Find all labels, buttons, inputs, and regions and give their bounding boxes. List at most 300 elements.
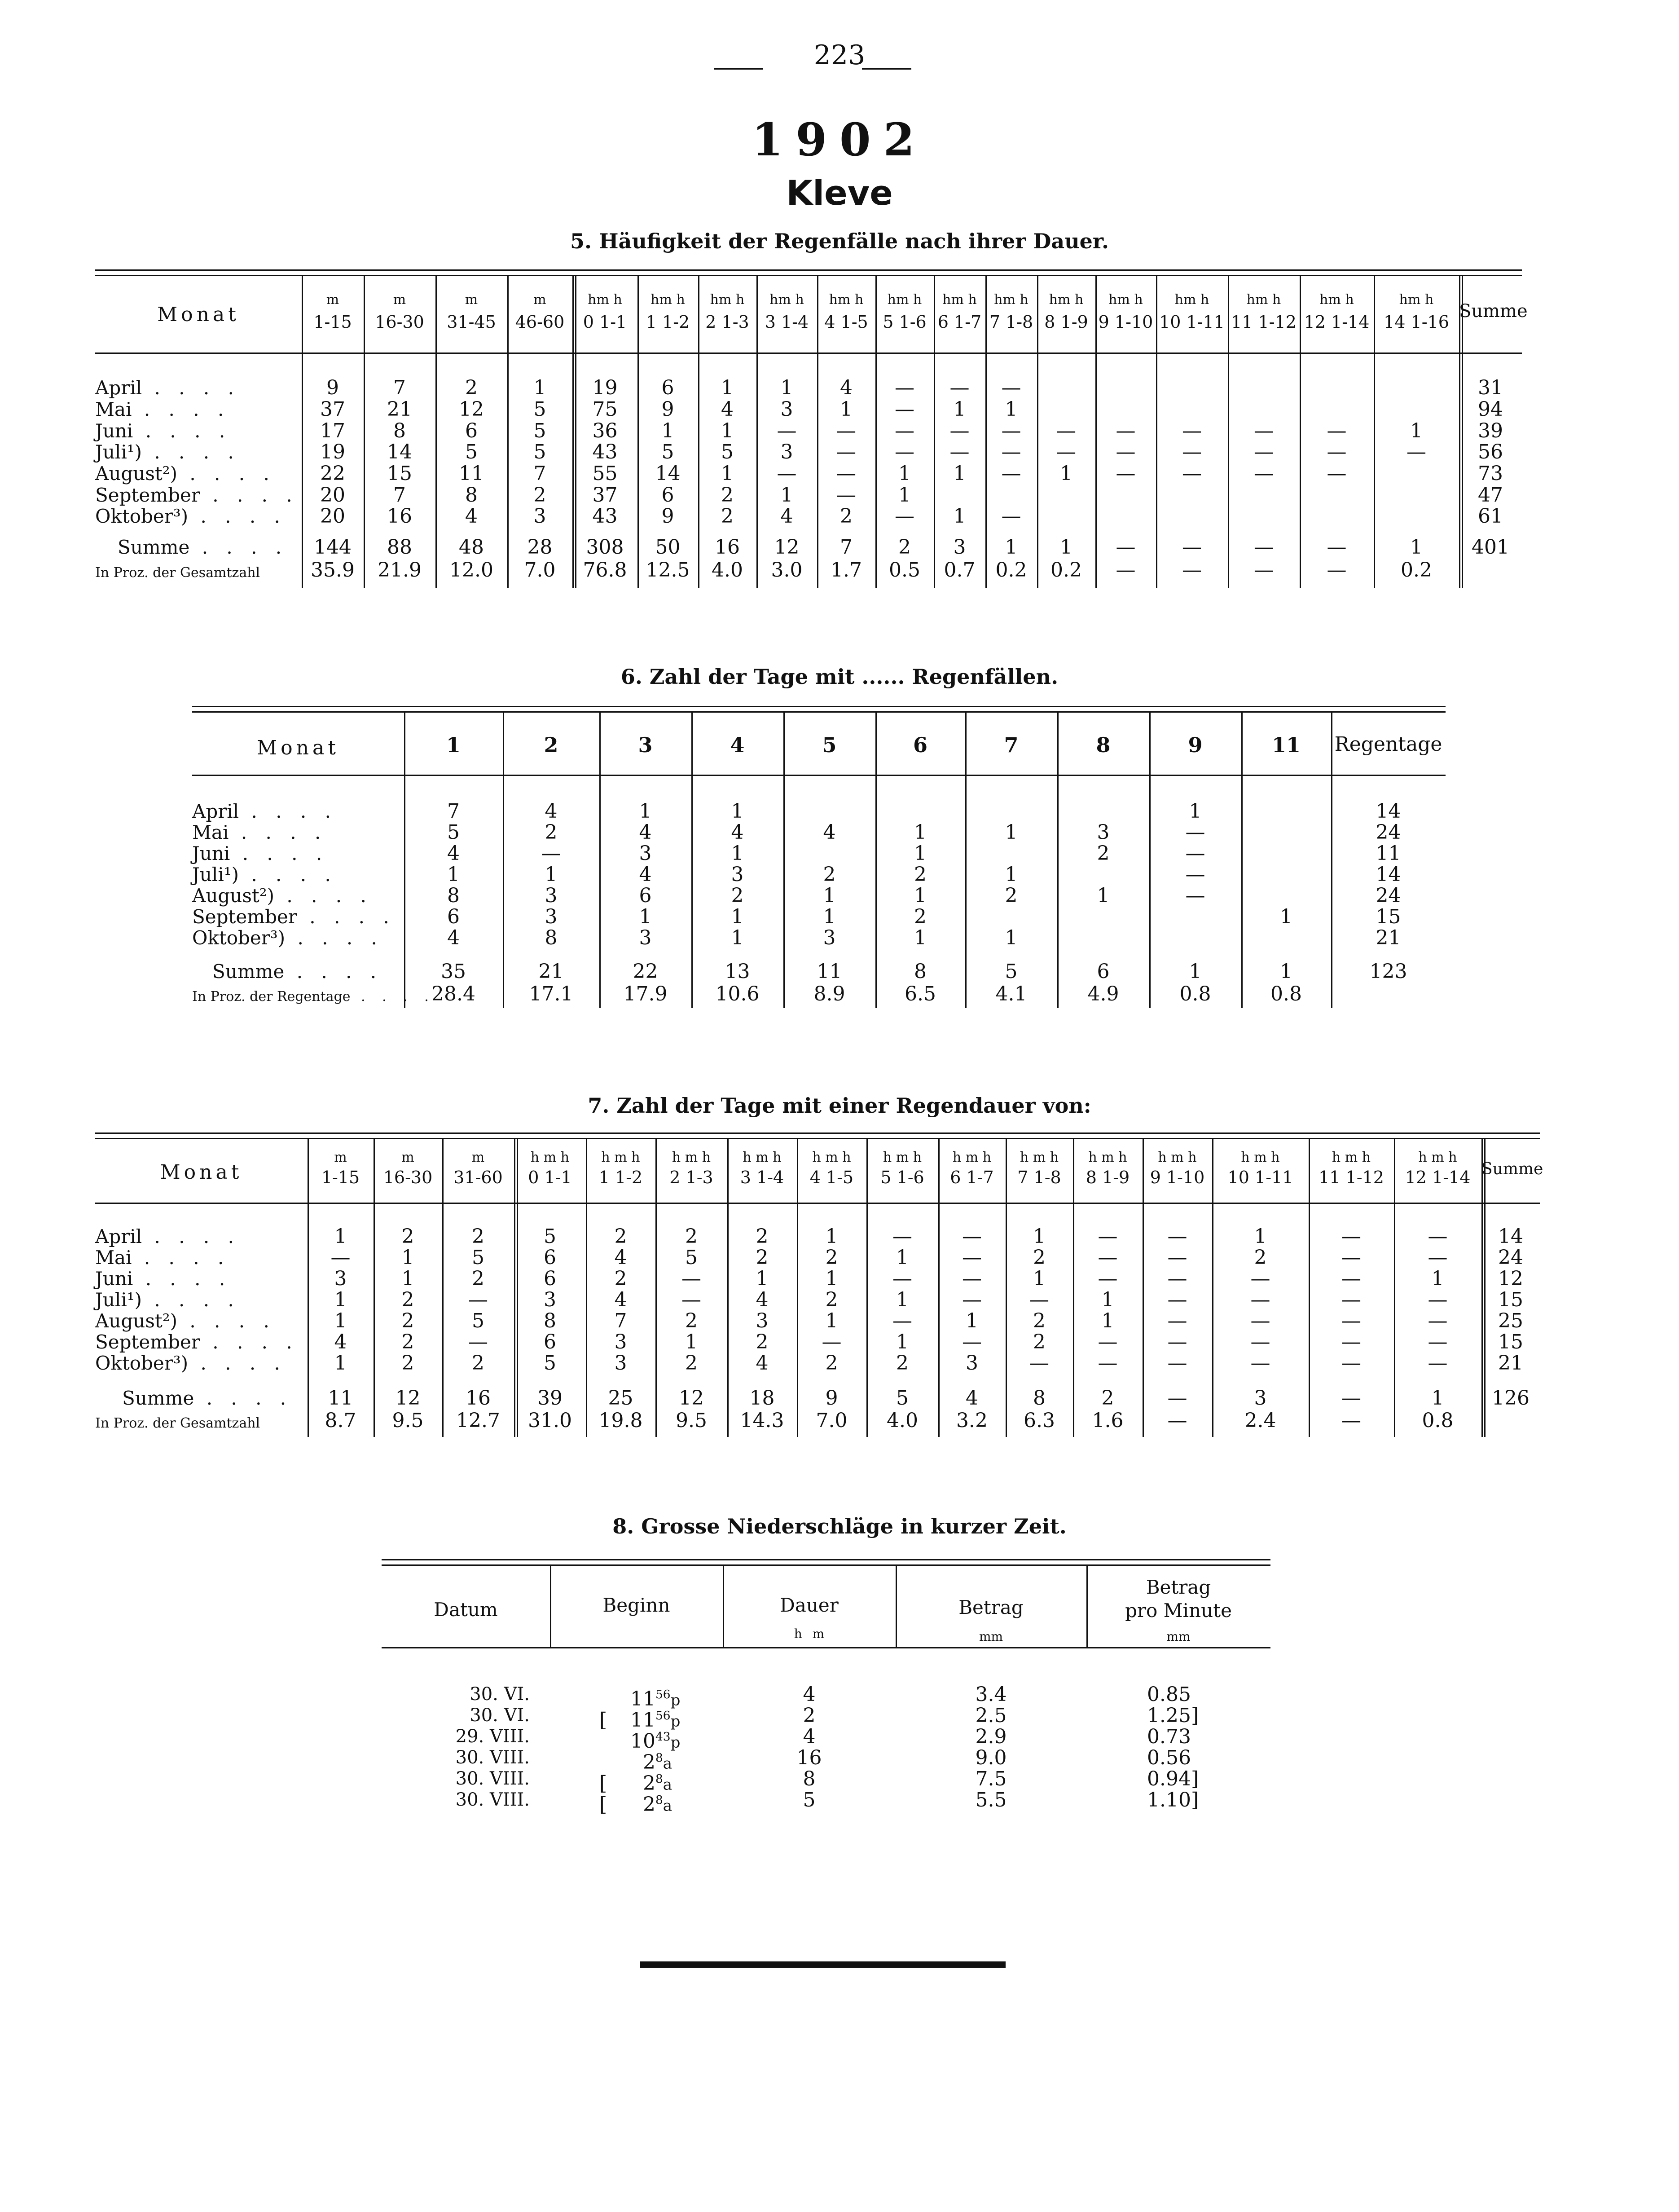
t5-cell: — bbox=[1182, 419, 1202, 442]
t5-row-sum: 94 bbox=[1478, 398, 1503, 421]
t7-col-unit: m bbox=[471, 1150, 485, 1165]
table7-title: 7. Zahl der Tage mit einer Regendauer von: bbox=[588, 1093, 1091, 1118]
t6-cell: 3 bbox=[639, 926, 652, 949]
t5-col-unit: hm h bbox=[1319, 292, 1354, 308]
t6-top-rule-1 bbox=[192, 706, 1446, 707]
t5-col-unit: hm h bbox=[1246, 292, 1281, 308]
t5-summe-cell: 308 bbox=[586, 536, 624, 559]
t5-col-range: 2 1-3 bbox=[705, 312, 749, 332]
t7-row-label-text: Juni bbox=[95, 1268, 133, 1290]
t5-col-range: 31-45 bbox=[447, 312, 496, 332]
t7-cell: — bbox=[1428, 1288, 1448, 1311]
t5-col-unit: m bbox=[393, 292, 406, 308]
t7-row-label-dots: . . . . bbox=[188, 1352, 286, 1374]
t5-cell: 1 bbox=[1005, 398, 1018, 421]
t7-cell: — bbox=[892, 1225, 912, 1248]
t6-cell: 1 bbox=[1280, 905, 1292, 928]
t7-summe-cell: 2 bbox=[1101, 1387, 1114, 1410]
t5-row-label-dots: . . . . bbox=[200, 484, 299, 506]
t5-row-label bbox=[95, 463, 288, 484]
t7-col-range: 4 1-5 bbox=[809, 1168, 854, 1187]
t8-beginn-hour: 11 bbox=[630, 1687, 655, 1710]
t5-cell: — bbox=[1182, 462, 1202, 485]
t5-proz-cell: — bbox=[1116, 559, 1136, 582]
t5-cell: 1 bbox=[721, 376, 734, 399]
t7-cell: 3 bbox=[544, 1288, 556, 1311]
t5-col-range: 5 1-6 bbox=[883, 312, 927, 332]
t5-summe-cell: 48 bbox=[459, 536, 484, 559]
t6-cell: 4 bbox=[447, 926, 460, 949]
t6-cell: 3 bbox=[731, 863, 744, 886]
t7-cell: — bbox=[962, 1288, 982, 1311]
t5-cell: 55 bbox=[592, 462, 618, 485]
t8-datum: 30. VI. bbox=[470, 1705, 530, 1726]
t7-proz-cell: 31.0 bbox=[528, 1409, 572, 1432]
t7-cell: — bbox=[962, 1225, 982, 1248]
t6-summe-sum: 123 bbox=[1369, 960, 1407, 983]
t5-row-label bbox=[95, 506, 288, 527]
t5-row-label-text: April bbox=[95, 377, 142, 399]
t5-cell: — bbox=[1182, 441, 1202, 463]
t6-row-label bbox=[192, 801, 391, 822]
t7-cell: 2 bbox=[401, 1352, 414, 1375]
t5-cell: — bbox=[1116, 441, 1136, 463]
t5-cell: 1 bbox=[1410, 419, 1423, 442]
t7-row-label-dots: . . . . bbox=[142, 1225, 240, 1247]
t8-beginn-bracket: [ bbox=[599, 1771, 607, 1795]
t5-cell: 43 bbox=[592, 505, 618, 528]
t5-col-unit: hm h bbox=[1108, 292, 1143, 308]
t8-pro-minute: 1.25] bbox=[1147, 1704, 1199, 1727]
t5-proz-cell: 0.2 bbox=[995, 559, 1027, 582]
t5-row-sum: 61 bbox=[1478, 505, 1503, 528]
t7-cell: 5 bbox=[472, 1246, 484, 1269]
t5-proz-cell: 3.0 bbox=[771, 559, 803, 582]
t7-summe-cell: 5 bbox=[896, 1387, 909, 1410]
t5-col-range: 6 1-7 bbox=[937, 312, 982, 332]
t8-header-betrag-unit: mm bbox=[979, 1629, 1003, 1644]
t7-proz-label: In Proz. der Gesamtzahl bbox=[95, 1415, 260, 1431]
t6-row-sum: 14 bbox=[1376, 863, 1401, 886]
t6-cell: 2 bbox=[1005, 884, 1018, 907]
t7-row-label-text: Mai bbox=[95, 1247, 132, 1269]
t5-proz-cell: — bbox=[1182, 559, 1202, 582]
t5-cell: 1 bbox=[953, 398, 966, 421]
t5-cell: — bbox=[836, 441, 856, 463]
t7-cell: 4 bbox=[614, 1288, 627, 1311]
t6-cell: 3 bbox=[545, 884, 558, 907]
t7-cell: — bbox=[1341, 1246, 1361, 1269]
t7-cell: — bbox=[1341, 1352, 1361, 1375]
t5-cell: 11 bbox=[459, 462, 484, 485]
t7-col-unit: h m h bbox=[1020, 1150, 1059, 1165]
t7-col-range: 12 1-14 bbox=[1405, 1168, 1471, 1187]
t6-summe-cell: 35 bbox=[441, 960, 466, 983]
t5-cell: 19 bbox=[320, 441, 345, 463]
t8-top-rule-2 bbox=[382, 1564, 1270, 1566]
t5-summe-cell: 1 bbox=[1005, 536, 1018, 559]
t7-col-range: 31-60 bbox=[453, 1168, 503, 1187]
t6-summe-cell: 1 bbox=[1280, 960, 1292, 983]
t7-summe-cell: — bbox=[1167, 1387, 1187, 1410]
year-heading: 1902 bbox=[752, 113, 927, 166]
t5-proz-cell: 12.0 bbox=[449, 559, 493, 582]
t7-row-sum: 21 bbox=[1498, 1352, 1523, 1375]
t7-row-label bbox=[95, 1247, 294, 1268]
t5-cell: 9 bbox=[661, 398, 674, 421]
t6-proz-cell: 17.9 bbox=[623, 983, 668, 1005]
t5-cell: 1 bbox=[898, 484, 911, 507]
t8-dauer: 8 bbox=[803, 1767, 816, 1790]
t5-col-range: 7 1-8 bbox=[989, 312, 1033, 332]
t7-col-range: 2 1-3 bbox=[669, 1168, 713, 1187]
t8-datum: 29. VIII. bbox=[455, 1726, 530, 1747]
t5-cell: 2 bbox=[721, 484, 734, 507]
t7-col-range: 7 1-8 bbox=[1017, 1168, 1061, 1187]
t7-col-unit: h m h bbox=[952, 1150, 992, 1165]
t7-cell: 2 bbox=[756, 1225, 769, 1248]
t5-col-unit: hm h bbox=[769, 292, 804, 308]
t7-proz-cell: 9.5 bbox=[676, 1409, 707, 1432]
t5-cell: — bbox=[1327, 419, 1347, 442]
t5-row-label bbox=[95, 399, 288, 420]
t6-row-label bbox=[192, 885, 391, 906]
t6-col-header: 8 bbox=[1096, 733, 1111, 757]
t8-beginn-hour: 11 bbox=[630, 1708, 655, 1732]
t7-cell: 3 bbox=[614, 1331, 627, 1353]
t7-col-unit: h m h bbox=[601, 1150, 640, 1165]
t7-month-header: Monat bbox=[160, 1161, 243, 1184]
t7-cell: 3 bbox=[966, 1352, 978, 1375]
t5-cell: — bbox=[1116, 462, 1136, 485]
t6-cell: 2 bbox=[545, 821, 558, 844]
t5-col-unit: hm h bbox=[994, 292, 1028, 308]
t5-proz-cell: 0.7 bbox=[944, 559, 976, 582]
t7-cell: 2 bbox=[825, 1246, 838, 1269]
t5-cell: 5 bbox=[533, 441, 546, 463]
t5-cell: 1 bbox=[780, 376, 793, 399]
t5-cell: — bbox=[1056, 419, 1076, 442]
t7-col-unit: h m h bbox=[1332, 1150, 1371, 1165]
t7-col-range: 6 1-7 bbox=[950, 1168, 994, 1187]
t5-cell: — bbox=[1001, 419, 1021, 442]
t7-col-unit: h m h bbox=[1418, 1150, 1457, 1165]
t7-cell: 3 bbox=[334, 1267, 347, 1290]
t5-summe-sum: 401 bbox=[1472, 536, 1509, 559]
t5-col-unit: hm h bbox=[1174, 292, 1209, 308]
t7-summe-cell: 12 bbox=[395, 1387, 421, 1410]
t7-cell: — bbox=[1341, 1225, 1361, 1248]
t5-cell: 6 bbox=[661, 376, 674, 399]
t7-row-sum: 15 bbox=[1498, 1288, 1523, 1311]
t5-cell: 5 bbox=[721, 441, 734, 463]
t8-dauer: 2 bbox=[803, 1704, 816, 1727]
t7-cell: — bbox=[1250, 1309, 1270, 1332]
t7-summe-label-dots: . . . . bbox=[194, 1387, 293, 1409]
t6-cell: 1 bbox=[914, 926, 927, 949]
t5-col-unit: m bbox=[326, 292, 339, 308]
t5-cell: — bbox=[1254, 441, 1274, 463]
t6-proz-cell: 10.6 bbox=[715, 983, 760, 1005]
t7-cell: 2 bbox=[472, 1267, 484, 1290]
t6-row-sum: 14 bbox=[1376, 800, 1401, 823]
t7-row-sum: 25 bbox=[1498, 1309, 1523, 1332]
t7-cell: 2 bbox=[401, 1309, 414, 1332]
t7-cell: 2 bbox=[401, 1225, 414, 1248]
t7-cell: — bbox=[1428, 1352, 1448, 1375]
t5-cell: 1 bbox=[780, 484, 793, 507]
t7-cell: 1 bbox=[966, 1309, 978, 1332]
t5-cell: 14 bbox=[387, 441, 412, 463]
t6-cell: 1 bbox=[447, 863, 460, 886]
t7-row-label-text: August²) bbox=[95, 1310, 177, 1332]
t5-cell: 19 bbox=[592, 376, 618, 399]
t6-cell: 2 bbox=[731, 884, 744, 907]
t8-beginn-hour: 2 bbox=[643, 1750, 655, 1774]
t6-proz-cell: 4.9 bbox=[1087, 983, 1119, 1005]
t5-row-label-dots: . . . . bbox=[142, 377, 240, 399]
t6-cell: 1 bbox=[1005, 821, 1018, 844]
t5-col-unit: hm h bbox=[829, 292, 864, 308]
t5-cell: 37 bbox=[320, 398, 345, 421]
t7-cell: — bbox=[1250, 1267, 1270, 1290]
t5-col-range: 9 1-10 bbox=[1098, 312, 1153, 332]
t5-cell: 17 bbox=[320, 419, 345, 442]
t5-cell: 20 bbox=[320, 505, 345, 528]
t5-cell: 2 bbox=[721, 505, 734, 528]
t8-pro-minute: 1.10] bbox=[1147, 1789, 1199, 1811]
t6-cell: 3 bbox=[639, 842, 652, 865]
t5-col-unit: hm h bbox=[651, 292, 685, 308]
t7-cell: — bbox=[892, 1267, 912, 1290]
t5-row-sum: 31 bbox=[1478, 376, 1503, 399]
t5-cell: 2 bbox=[840, 505, 853, 528]
t8-beginn-hour: 2 bbox=[643, 1771, 655, 1795]
t5-col-range: 11 1-12 bbox=[1231, 312, 1297, 332]
t6-row-label-dots: . . . . bbox=[297, 906, 396, 928]
t7-cell: — bbox=[1098, 1225, 1118, 1248]
t6-row-label-text: Oktober³) bbox=[192, 927, 286, 949]
t7-cell: 2 bbox=[756, 1331, 769, 1353]
t7-cell: 2 bbox=[685, 1352, 698, 1375]
t8-beginn-hour: 10 bbox=[630, 1729, 655, 1753]
t6-summe-label-text: Summe bbox=[212, 961, 285, 983]
t8-header-betrag: Betrag bbox=[958, 1596, 1024, 1618]
t5-cell: — bbox=[895, 441, 914, 463]
t5-summe-cell: 3 bbox=[953, 536, 966, 559]
t5-summe-cell: 1 bbox=[1060, 536, 1072, 559]
t7-proz-cell: 4.0 bbox=[887, 1409, 918, 1432]
t6-row-label-text: August²) bbox=[192, 885, 274, 907]
t6-summe-cell: 5 bbox=[1005, 960, 1018, 983]
t7-proz-cell: 2.4 bbox=[1244, 1409, 1276, 1432]
t6-proz-cell: 6.5 bbox=[905, 983, 936, 1005]
t5-col-unit: m bbox=[465, 292, 478, 308]
t7-proz-cell: 7.0 bbox=[816, 1409, 848, 1432]
t8-header-pro-minute-1: Betrag bbox=[1146, 1576, 1211, 1598]
table5-title: 5. Häufigkeit der Regenfälle nach ihrer Dauer. bbox=[570, 229, 1109, 253]
t7-cell: — bbox=[681, 1288, 701, 1311]
t7-cell: — bbox=[1167, 1288, 1187, 1311]
t7-cell: — bbox=[1428, 1331, 1448, 1353]
t5-col-range: 46-60 bbox=[515, 312, 565, 332]
t6-proz-cell: 0.8 bbox=[1179, 983, 1211, 1005]
t7-row-label-dots: . . . . bbox=[141, 1289, 240, 1311]
t8-betrag: 3.4 bbox=[975, 1683, 1007, 1706]
t7-cell: 2 bbox=[1254, 1246, 1267, 1269]
t5-cell: 1 bbox=[1060, 462, 1072, 485]
t6-summe-cell: 13 bbox=[725, 960, 750, 983]
t7-col-range: 3 1-4 bbox=[740, 1168, 784, 1187]
t7-col-range: 0 1-1 bbox=[528, 1168, 572, 1187]
t8-betrag: 2.5 bbox=[975, 1704, 1007, 1727]
t7-cell: 3 bbox=[614, 1352, 627, 1375]
t5-cell: — bbox=[895, 505, 914, 528]
t6-row-sum: 24 bbox=[1376, 821, 1401, 844]
t5-cell: 1 bbox=[661, 419, 674, 442]
t5-row-label-dots: . . . . bbox=[188, 505, 286, 527]
t5-cell: — bbox=[777, 462, 797, 485]
t7-cell: 5 bbox=[472, 1309, 484, 1332]
t5-cell: 36 bbox=[592, 419, 618, 442]
t7-cell: 1 bbox=[334, 1309, 347, 1332]
t5-cell: — bbox=[1254, 419, 1274, 442]
t5-cell: 43 bbox=[592, 441, 618, 463]
t7-cell: 2 bbox=[614, 1267, 627, 1290]
t5-col-unit: hm h bbox=[1399, 292, 1434, 308]
t5-row-sum: 56 bbox=[1478, 441, 1503, 463]
t6-proz-cell: 8.9 bbox=[813, 983, 845, 1005]
t7-cell: — bbox=[468, 1288, 488, 1311]
t7-col-range: 5 1-6 bbox=[880, 1168, 924, 1187]
t5-summe-cell: 2 bbox=[898, 536, 911, 559]
t7-cell: 6 bbox=[544, 1267, 556, 1290]
t5-cell: 6 bbox=[465, 419, 478, 442]
t8-header-beginn: Beginn bbox=[602, 1594, 670, 1616]
t7-summe-label bbox=[122, 1388, 294, 1409]
t5-summe-cell: — bbox=[1327, 536, 1347, 559]
t6-row-sum: 24 bbox=[1376, 884, 1401, 907]
t7-col-range: 9 1-10 bbox=[1150, 1168, 1205, 1187]
t5-row-sum: 47 bbox=[1478, 484, 1503, 507]
t5-col-unit: hm h bbox=[710, 292, 745, 308]
end-rule bbox=[640, 1961, 1006, 1968]
t6-row-label-text: Juli¹) bbox=[192, 864, 239, 886]
t6-proz-label-text: In Proz. der Regentage bbox=[192, 989, 351, 1005]
t7-col-unit: h m h bbox=[1088, 1150, 1127, 1165]
t7-cell: — bbox=[1428, 1309, 1448, 1332]
t6-cell: 1 bbox=[1097, 884, 1110, 907]
t6-cell: 1 bbox=[731, 800, 744, 823]
t5-sum-header: Summe bbox=[1459, 301, 1528, 322]
t5-summe-cell: 16 bbox=[715, 536, 740, 559]
t6-row-label bbox=[192, 864, 391, 885]
t5-cell: — bbox=[1116, 419, 1136, 442]
t7-col-unit: h m h bbox=[812, 1150, 851, 1165]
t8-betrag: 7.5 bbox=[975, 1767, 1007, 1790]
t8-betrag: 5.5 bbox=[975, 1789, 1007, 1811]
t5-row-label-text: Juli¹) bbox=[95, 441, 142, 463]
t8-beginn-bracket: [ bbox=[599, 1708, 607, 1732]
t5-row-label-dots: . . . . bbox=[177, 463, 276, 485]
t8-beginn-hour: 2 bbox=[643, 1793, 655, 1816]
t7-cell: 1 bbox=[1033, 1267, 1046, 1290]
t6-cell: 7 bbox=[447, 800, 460, 823]
t7-col-unit: h m h bbox=[672, 1150, 711, 1165]
t5-proz-cell: 4.0 bbox=[712, 559, 743, 582]
t5-top-rule-2 bbox=[95, 275, 1522, 276]
t7-summe-cell: 3 bbox=[1254, 1387, 1267, 1410]
t6-row-label-dots: . . . . bbox=[274, 885, 373, 907]
t7-cell: — bbox=[1428, 1225, 1448, 1248]
t6-proz-label-dots: . . . . bbox=[350, 989, 435, 1005]
t5-cell: 1 bbox=[840, 398, 853, 421]
t5-cell: — bbox=[1327, 441, 1347, 463]
t7-cell: — bbox=[1167, 1331, 1187, 1353]
t6-cell: — bbox=[1185, 884, 1205, 907]
t7-cell: 4 bbox=[756, 1352, 769, 1375]
t7-cell: — bbox=[1341, 1331, 1361, 1353]
t6-cell: 2 bbox=[1097, 842, 1110, 865]
table6-title: 6. Zahl der Tage mit ...... Regenfällen. bbox=[620, 665, 1059, 689]
t5-summe-cell: 7 bbox=[840, 536, 853, 559]
t6-row-label-dots: . . . . bbox=[229, 821, 327, 843]
t7-col-unit: m bbox=[401, 1150, 414, 1165]
t7-row-label-dots: . . . . bbox=[200, 1331, 299, 1353]
t7-cell: 1 bbox=[896, 1246, 909, 1269]
t5-proz-cell: 1.7 bbox=[831, 559, 862, 582]
t6-cell: 2 bbox=[914, 905, 927, 928]
t8-datum: 30. VIII. bbox=[455, 1747, 530, 1768]
t7-cell: — bbox=[1098, 1331, 1118, 1353]
t8-betrag: 9.0 bbox=[975, 1746, 1007, 1769]
t6-row-label bbox=[192, 927, 391, 948]
t7-cell: — bbox=[1428, 1246, 1448, 1269]
t5-cell: 16 bbox=[387, 505, 412, 528]
t5-row-label-text: Juni bbox=[95, 420, 133, 442]
t7-row-label-text: April bbox=[95, 1225, 142, 1247]
t5-row-label-text: Oktober³) bbox=[95, 505, 189, 527]
t5-cell: — bbox=[1001, 441, 1021, 463]
t7-cell: 2 bbox=[685, 1225, 698, 1248]
t5-cell: 3 bbox=[780, 441, 793, 463]
t7-cell: 2 bbox=[401, 1288, 414, 1311]
t5-row-label-text: Mai bbox=[95, 398, 132, 420]
t7-cell: 1 bbox=[1101, 1309, 1114, 1332]
t7-cell: — bbox=[1167, 1352, 1187, 1375]
t5-cell: — bbox=[895, 398, 914, 421]
t6-cell: 1 bbox=[731, 842, 744, 865]
t5-row-label-text: August²) bbox=[95, 463, 177, 485]
t7-cell: 5 bbox=[544, 1352, 556, 1375]
t7-proz-cell: — bbox=[1341, 1409, 1361, 1432]
t6-cell: 1 bbox=[731, 905, 744, 928]
t5-col-range: 1-15 bbox=[313, 312, 352, 332]
t6-cell: 1 bbox=[731, 926, 744, 949]
t8-top-rule-1 bbox=[382, 1559, 1270, 1560]
t5-col-range: 14 1-16 bbox=[1384, 312, 1449, 332]
t6-cell: — bbox=[1185, 821, 1205, 844]
t6-cell: 6 bbox=[447, 905, 460, 928]
t7-cell: — bbox=[1098, 1352, 1118, 1375]
t8-pro-minute: 0.56 bbox=[1147, 1746, 1191, 1769]
t7-cell: — bbox=[1098, 1246, 1118, 1269]
t5-col-range: 0 1-1 bbox=[583, 312, 627, 332]
t7-cell: 1 bbox=[825, 1267, 838, 1290]
table8-title: 8. Grosse Niederschläge in kurzer Zeit. bbox=[612, 1514, 1067, 1538]
t7-cell: — bbox=[1167, 1309, 1187, 1332]
t8-beginn-minute: 8 bbox=[655, 1793, 663, 1807]
